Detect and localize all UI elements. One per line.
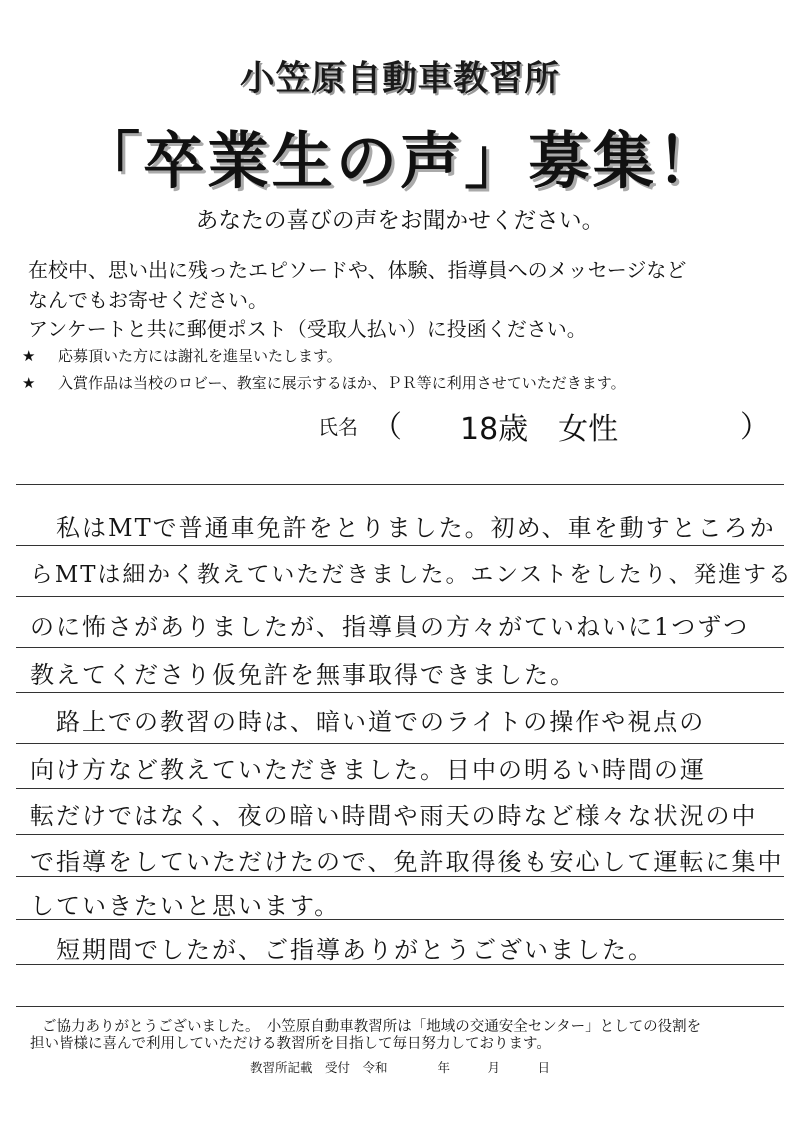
ruled-line [16, 834, 784, 835]
message-line: 路上での教習の時は、暗い道でのライトの操作や視点の [30, 708, 706, 736]
message-line: 転だけではなく、夜の暗い時間や雨天の時など様々な状況の中 [30, 802, 758, 830]
footer-thanks: ご協力ありがとうございました。 小笠原自動車教習所は「地域の交通安全センター」としての役割を [42, 1019, 702, 1035]
message-line: 向け方など教えていただきました。日中の明るい時間の運 [30, 756, 706, 784]
intro-line-1: 在校中、思い出に残ったエピソードや、体験、指導員へのメッセージなど [28, 258, 687, 282]
message-line: 短期間でしたが、ご指導ありがとうございました。 [30, 936, 654, 964]
school-name: 小笠原自動車教習所 [240, 59, 560, 99]
name-paren-open: （ [372, 410, 402, 445]
message-line: していきたいと思います。 [30, 892, 341, 920]
ruled-line [16, 545, 784, 546]
ruled-line [16, 484, 784, 485]
ruled-line [16, 647, 784, 648]
name-paren-close: ） [740, 410, 770, 445]
star-icon: ★ [22, 374, 36, 392]
footer-mission: 担い皆様に喜んで利用していただける教習所を目指して毎日努力しております。 [30, 1036, 551, 1052]
note-text: 入賞作品は当校のロビー、教室に展示するほか、ＰＲ等に利用させていただきます。 [58, 374, 626, 392]
headline: 「卒業生の声」募集！ [78, 126, 722, 197]
ruled-line [16, 788, 784, 789]
intro-line-2: なんでもお寄せください。 [28, 288, 268, 312]
name-value: 18歳 女性 [460, 412, 619, 447]
note-reward [22, 345, 342, 366]
message-line: らMTは細かく教えていただきました。エンストをしたり、発進する [30, 562, 793, 588]
intro-line-3: アンケートと共に郵便ポスト（受取人払い）に投函ください。 [28, 317, 587, 341]
message-line: 私はMTで普通車免許をとりました。初め、車を動すところか [30, 514, 776, 542]
ruled-line [16, 1006, 784, 1007]
note-text: 応募頂いた方には謝礼を進呈いたします。 [58, 347, 342, 365]
message-line: のに怖さがありましたが、指導員の方々がていねいに1つずつ [30, 613, 750, 641]
name-label: 氏名 [318, 415, 358, 439]
ruled-line [16, 743, 784, 744]
message-line: 教えてくださり仮免許を無事取得できました。 [30, 661, 576, 689]
subheadline: あなたの喜びの声をお聞かせください。 [195, 208, 605, 234]
ruled-line [16, 692, 784, 693]
note-display [22, 372, 626, 393]
star-icon: ★ [22, 347, 36, 365]
ruled-line [16, 596, 784, 597]
message-line: で指導をしていただけたので、免許取得後も安心して運転に集中 [30, 848, 784, 876]
office-use-field: 教習所記載 受付 令和 年 月 日 [250, 1060, 551, 1075]
